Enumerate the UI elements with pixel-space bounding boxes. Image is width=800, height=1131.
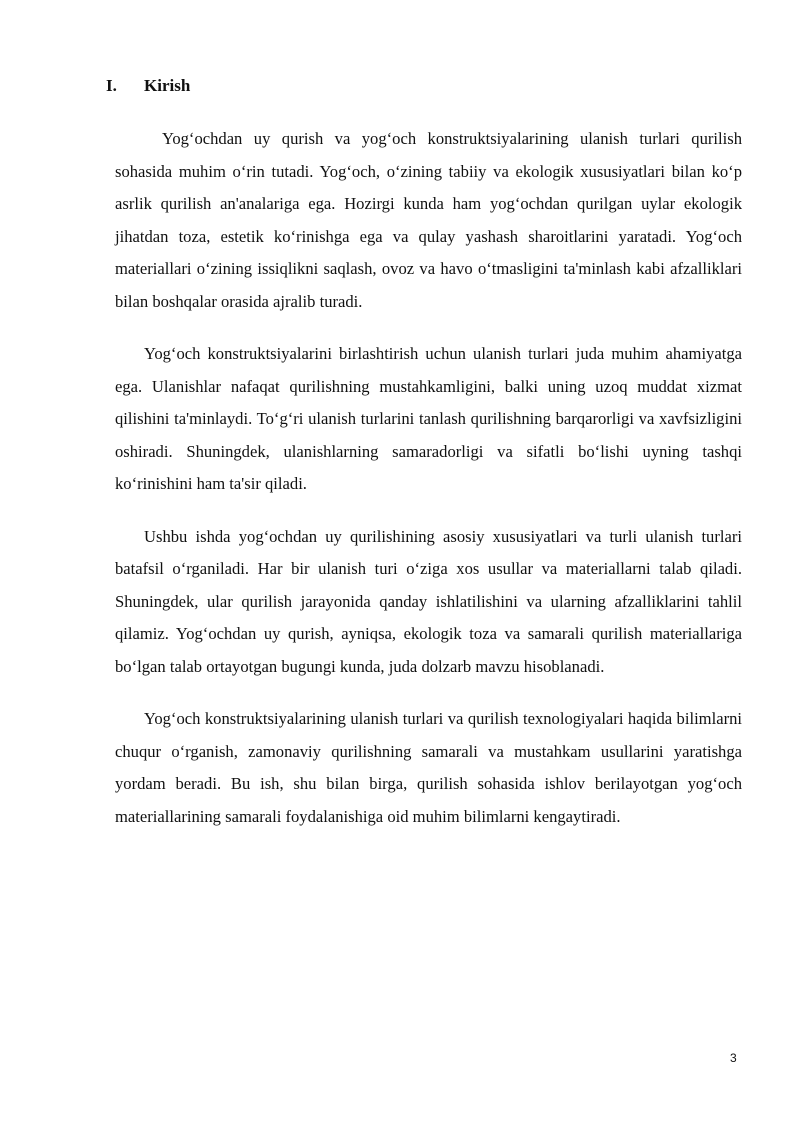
section-number: I. — [106, 76, 117, 95]
paragraph: Ushbu ishda yog‘ochdan uy qurilishining asosiy xususiyatlari va turli ulanish turlari batafsil o‘rganiladi. Har bir ulanish turi o‘ziga xos usullar va materiallarni talab qiladi. Shuningdek, ular qurilish jarayonida qanday ishlatilishini va ularning afzalliklarini tahlil qilamiz. Yog‘ochdan uy qurish, ayniqsa, ekologik toza va samarali qurilish materiallariga bo‘lgan talab ortayotgan bugungi kunda, juda dolzarb mavzu hisoblanadi. — [115, 526, 742, 676]
page-number: 3 — [730, 1051, 737, 1065]
paragraph: Yog‘ochdan uy qurish va yog‘och konstruktsiyalarining ulanish turlari qurilish sohasida muhim o‘rin tutadi. Yog‘och, o‘zining tabiiy va ekologik xususiyatlari bilan ko‘p asrlik qurilish an'analariga ega. Hozirgi kunda ham yog‘ochdan qurilgan uylar ekologik jihatdan toza, estetik ko‘rinishga ega va qulay yashash sharoitlarini yaratadi. Yog‘och materiallari o‘zining issiqlikni saqlash, ovoz va havo o‘tmasligini ta'minlash kabi afzalliklari bilan boshqalar orasida ajralib turadi. — [115, 129, 742, 311]
body-text — [115, 123, 742, 833]
section-heading — [106, 76, 190, 96]
section-title: Kirish — [144, 76, 191, 95]
paragraph: Yog‘och konstruktsiyalarining ulanish turlari va qurilish texnologiyalari haqida bilimlarni chuqur o‘rganish, zamonaviy qurilishning samarali va mustahkam usullarini yaratishga yordam beradi. Bu ish, shu bilan birga, qurilish sohasida ishlov berilayotgan yog‘och materiallarining samarali foydalanishiga oid muhim bilimlarni kengaytiradi. — [115, 709, 742, 826]
paragraph: Yog‘och konstruktsiyalarini birlashtirish uchun ulanish turlari juda muhim ahamiyatga ega. Ulanishlar nafaqat qurilishning mustahkamligini, balki uning uzoq muddat xizmat qilishini ta'minlaydi. To‘g‘ri ulanish turlarini tanlash qurilishning barqarorligi va xavfsizligini oshiradi. Shuningdek, ulanishlarning samaradorligi va sifatli bo‘lishi uyning tashqi ko‘rinishini ham ta'sir qiladi. — [115, 344, 742, 493]
